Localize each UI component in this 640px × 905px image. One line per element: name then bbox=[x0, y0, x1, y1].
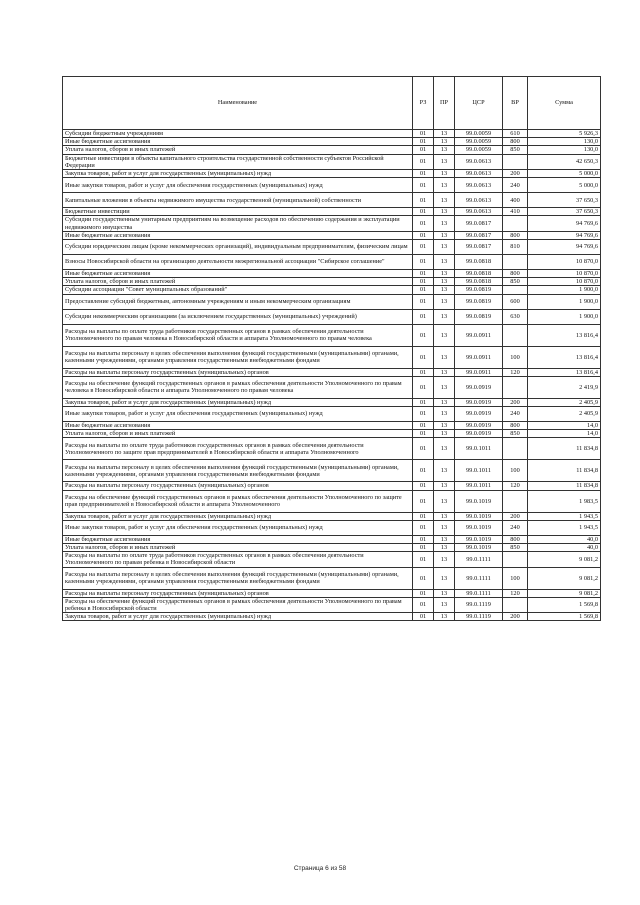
cell-rz: 01 bbox=[413, 216, 434, 231]
cell-sum: 1 900,0 bbox=[528, 286, 601, 294]
cell-name: Субсидии государственным унитарным предприятиям на возмещение расходов по обеспечению содержания и эксплуатации недвижимого имущества bbox=[63, 216, 413, 231]
cell-pr: 13 bbox=[434, 208, 455, 216]
cell-sum: 14,0 bbox=[528, 430, 601, 438]
cell-sum: 2 405,9 bbox=[528, 407, 601, 422]
cell-csr: 99.0.1011 bbox=[455, 460, 503, 482]
cell-rz: 01 bbox=[413, 270, 434, 278]
table-row bbox=[63, 309, 601, 324]
cell-rz: 01 bbox=[413, 376, 434, 398]
cell-rz: 01 bbox=[413, 430, 434, 438]
cell-csr: 99.0.0911 bbox=[455, 368, 503, 376]
cell-rz: 01 bbox=[413, 438, 434, 460]
cell-vr: 810 bbox=[503, 240, 528, 255]
cell-pr: 13 bbox=[434, 422, 455, 430]
cell-name: Взносы Новосибирской области на организацию деятельности межрегиональной ассоциации "Сибирское соглашение" bbox=[63, 255, 413, 270]
cell-sum: 11 834,8 bbox=[528, 460, 601, 482]
cell-csr: 99.0.1111 bbox=[455, 567, 503, 589]
cell-sum: 1 569,8 bbox=[528, 597, 601, 612]
cell-sum: 40,0 bbox=[528, 544, 601, 552]
cell-pr: 13 bbox=[434, 460, 455, 482]
cell-rz: 01 bbox=[413, 154, 434, 169]
cell-name: Расходы на выплаты по оплате труда работников государственных органов в рамках обеспечения деятельности Уполномоченного по защите прав предпринимателей в Новосибирской области и аппарата Уполномоченного bbox=[63, 438, 413, 460]
cell-sum: 9 081,2 bbox=[528, 567, 601, 589]
table-header-row bbox=[63, 77, 601, 130]
cell-vr: 100 bbox=[503, 567, 528, 589]
cell-pr: 13 bbox=[434, 544, 455, 552]
cell-pr: 13 bbox=[434, 597, 455, 612]
cell-rz: 01 bbox=[413, 130, 434, 138]
cell-csr: 99.0.0059 bbox=[455, 138, 503, 146]
cell-rz: 01 bbox=[413, 407, 434, 422]
cell-rz: 01 bbox=[413, 460, 434, 482]
cell-name: Предоставление субсидий бюджетным, автономным учреждениям и иным некоммерческим организациям bbox=[63, 294, 413, 309]
table-row bbox=[63, 552, 601, 567]
cell-pr: 13 bbox=[434, 240, 455, 255]
table-row bbox=[63, 138, 601, 146]
cell-rz: 01 bbox=[413, 346, 434, 368]
budget-table bbox=[62, 76, 601, 621]
cell-rz: 01 bbox=[413, 193, 434, 208]
cell-vr bbox=[503, 597, 528, 612]
cell-pr: 13 bbox=[434, 255, 455, 270]
table-row bbox=[63, 193, 601, 208]
cell-vr: 200 bbox=[503, 512, 528, 520]
cell-pr: 13 bbox=[434, 154, 455, 169]
cell-vr: 100 bbox=[503, 346, 528, 368]
cell-vr: 400 bbox=[503, 193, 528, 208]
cell-rz: 01 bbox=[413, 170, 434, 178]
cell-csr: 99.0.0613 bbox=[455, 208, 503, 216]
cell-name: Расходы на обеспечение функций государственных органов в рамках обеспечения деятельности Уполномоченного по правам человека в Новосибирской области и аппарата Уполномоченного по правам человека bbox=[63, 376, 413, 398]
cell-vr: 200 bbox=[503, 613, 528, 621]
cell-csr: 99.0.1111 bbox=[455, 552, 503, 567]
cell-name: Иные бюджетные ассигнования bbox=[63, 231, 413, 239]
cell-sum: 10 870,0 bbox=[528, 278, 601, 286]
cell-csr: 99.0.0919 bbox=[455, 376, 503, 398]
header-pr: ПР bbox=[434, 77, 455, 130]
table-row bbox=[63, 398, 601, 406]
cell-csr: 99.0.1019 bbox=[455, 535, 503, 543]
table-row bbox=[63, 490, 601, 512]
cell-name: Расходы на обеспечение функций государственных органов в рамках обеспечения деятельности Уполномоченного по правам ребенка в Новосибирской области bbox=[63, 597, 413, 612]
cell-pr: 13 bbox=[434, 278, 455, 286]
page-number: Страница 6 из 58 bbox=[293, 865, 347, 872]
cell-vr bbox=[503, 324, 528, 346]
cell-name: Уплата налогов, сборов и иных платежей bbox=[63, 544, 413, 552]
table-row bbox=[63, 597, 601, 612]
cell-name: Капитальные вложения в объекты недвижимого имущества государственной (муниципальной) собственности bbox=[63, 193, 413, 208]
cell-rz: 01 bbox=[413, 368, 434, 376]
cell-name: Расходы на выплаты персоналу в целях обеспечения выполнения функций государственными (муниципальными) органами, казенными учреждениями, органами управления государственными внебюджетными фондами bbox=[63, 567, 413, 589]
table-row bbox=[63, 255, 601, 270]
cell-pr: 13 bbox=[434, 567, 455, 589]
cell-vr: 850 bbox=[503, 146, 528, 154]
table-row bbox=[63, 170, 601, 178]
table-row bbox=[63, 589, 601, 597]
cell-name: Расходы на выплаты по оплате труда работников государственных органов в рамках обеспечения деятельности Уполномоченного по правам человека в Новосибирской области и аппарата Уполномоченного по правам человека bbox=[63, 324, 413, 346]
cell-csr: 99.0.1111 bbox=[455, 589, 503, 597]
cell-rz: 01 bbox=[413, 231, 434, 239]
cell-sum: 1 943,5 bbox=[528, 512, 601, 520]
cell-name: Расходы на выплаты персоналу в целях обеспечения выполнения функций государственными (муниципальными) органами, казенными учреждениями, органами управления государственными внебюджетными фондами bbox=[63, 460, 413, 482]
cell-vr: 600 bbox=[503, 294, 528, 309]
cell-csr: 99.0.0613 bbox=[455, 154, 503, 169]
table-row bbox=[63, 324, 601, 346]
table-row bbox=[63, 154, 601, 169]
cell-csr: 99.0.0919 bbox=[455, 407, 503, 422]
table-row bbox=[63, 346, 601, 368]
cell-csr: 99.0.0919 bbox=[455, 430, 503, 438]
cell-pr: 13 bbox=[434, 231, 455, 239]
cell-pr: 13 bbox=[434, 193, 455, 208]
cell-vr: 120 bbox=[503, 368, 528, 376]
cell-sum: 94 769,6 bbox=[528, 216, 601, 231]
cell-rz: 01 bbox=[413, 552, 434, 567]
cell-rz: 01 bbox=[413, 146, 434, 154]
cell-sum: 2 419,9 bbox=[528, 376, 601, 398]
cell-pr: 13 bbox=[434, 430, 455, 438]
table-row bbox=[63, 535, 601, 543]
cell-vr: 610 bbox=[503, 130, 528, 138]
cell-csr: 99.0.1011 bbox=[455, 438, 503, 460]
cell-rz: 01 bbox=[413, 309, 434, 324]
cell-csr: 99.0.0819 bbox=[455, 309, 503, 324]
cell-pr: 13 bbox=[434, 324, 455, 346]
table-row bbox=[63, 240, 601, 255]
cell-vr: 240 bbox=[503, 520, 528, 535]
cell-sum: 1 943,5 bbox=[528, 520, 601, 535]
cell-csr: 99.0.1011 bbox=[455, 482, 503, 490]
table-row bbox=[63, 613, 601, 621]
cell-name: Бюджетные инвестиции bbox=[63, 208, 413, 216]
cell-name: Уплата налогов, сборов и иных платежей bbox=[63, 278, 413, 286]
cell-name: Закупка товаров, работ и услуг для государственных (муниципальных) нужд bbox=[63, 398, 413, 406]
cell-sum: 1 900,0 bbox=[528, 294, 601, 309]
cell-vr: 850 bbox=[503, 278, 528, 286]
cell-sum: 13 816,4 bbox=[528, 368, 601, 376]
cell-pr: 13 bbox=[434, 613, 455, 621]
cell-rz: 01 bbox=[413, 544, 434, 552]
table-row bbox=[63, 286, 601, 294]
table-row bbox=[63, 544, 601, 552]
table-row bbox=[63, 368, 601, 376]
cell-vr bbox=[503, 255, 528, 270]
cell-name: Расходы на выплаты персоналу государственных (муниципальных) органов bbox=[63, 482, 413, 490]
cell-name: Бюджетные инвестиции в объекты капитального строительства государственной собственности субъектов Российской Федерации bbox=[63, 154, 413, 169]
cell-rz: 01 bbox=[413, 482, 434, 490]
cell-vr: 800 bbox=[503, 422, 528, 430]
table-row bbox=[63, 278, 601, 286]
cell-vr bbox=[503, 490, 528, 512]
cell-pr: 13 bbox=[434, 309, 455, 324]
table-row bbox=[63, 430, 601, 438]
cell-pr: 13 bbox=[434, 552, 455, 567]
cell-name: Закупка товаров, работ и услуг для государственных (муниципальных) нужд bbox=[63, 613, 413, 621]
cell-sum: 13 816,4 bbox=[528, 346, 601, 368]
cell-vr: 800 bbox=[503, 138, 528, 146]
cell-name: Расходы на выплаты персоналу государственных (муниципальных) органов bbox=[63, 368, 413, 376]
cell-name: Расходы на выплаты персоналу в целях обеспечения выполнения функций государственными (муниципальными) органами, казенными учреждениями, органами управления государственными внебюджетными фондами bbox=[63, 346, 413, 368]
cell-sum: 2 405,9 bbox=[528, 398, 601, 406]
table-row bbox=[63, 208, 601, 216]
table-row bbox=[63, 512, 601, 520]
cell-vr: 120 bbox=[503, 589, 528, 597]
cell-pr: 13 bbox=[434, 346, 455, 368]
cell-csr: 99.0.0817 bbox=[455, 231, 503, 239]
cell-csr: 99.0.0919 bbox=[455, 398, 503, 406]
cell-name: Закупка товаров, работ и услуг для государственных (муниципальных) нужд bbox=[63, 170, 413, 178]
cell-rz: 01 bbox=[413, 255, 434, 270]
cell-pr: 13 bbox=[434, 490, 455, 512]
cell-csr: 99.0.1119 bbox=[455, 597, 503, 612]
cell-name: Расходы на обеспечение функций государственных органов в рамках обеспечения деятельности Уполномоченного по защите прав предпринимателей в Новосибирской области и аппарата Уполномоченного bbox=[63, 490, 413, 512]
cell-rz: 01 bbox=[413, 512, 434, 520]
cell-csr: 99.0.1019 bbox=[455, 520, 503, 535]
table-row bbox=[63, 520, 601, 535]
cell-csr: 99.0.0819 bbox=[455, 286, 503, 294]
cell-csr: 99.0.0059 bbox=[455, 130, 503, 138]
cell-name: Иные бюджетные ассигнования bbox=[63, 535, 413, 543]
cell-vr: 800 bbox=[503, 270, 528, 278]
table-row bbox=[63, 567, 601, 589]
cell-pr: 13 bbox=[434, 270, 455, 278]
cell-pr: 13 bbox=[434, 216, 455, 231]
cell-vr: 200 bbox=[503, 398, 528, 406]
cell-rz: 01 bbox=[413, 613, 434, 621]
cell-vr: 120 bbox=[503, 482, 528, 490]
cell-sum: 130,0 bbox=[528, 146, 601, 154]
cell-name: Иные бюджетные ассигнования bbox=[63, 270, 413, 278]
cell-csr: 99.0.0613 bbox=[455, 170, 503, 178]
header-sum: Сумма bbox=[528, 77, 601, 130]
cell-name: Субсидии ассоциации "Совет муниципальных образований" bbox=[63, 286, 413, 294]
cell-sum: 94 769,6 bbox=[528, 231, 601, 239]
cell-csr: 99.0.0817 bbox=[455, 240, 503, 255]
table-row bbox=[63, 146, 601, 154]
cell-sum: 40,0 bbox=[528, 535, 601, 543]
cell-sum: 1 983,5 bbox=[528, 490, 601, 512]
cell-pr: 13 bbox=[434, 178, 455, 193]
cell-pr: 13 bbox=[434, 294, 455, 309]
cell-sum: 1 900,0 bbox=[528, 309, 601, 324]
cell-rz: 01 bbox=[413, 398, 434, 406]
cell-name: Иные бюджетные ассигнования bbox=[63, 422, 413, 430]
cell-sum: 14,0 bbox=[528, 422, 601, 430]
cell-csr: 99.0.0919 bbox=[455, 422, 503, 430]
cell-rz: 01 bbox=[413, 535, 434, 543]
cell-vr bbox=[503, 376, 528, 398]
table-row bbox=[63, 438, 601, 460]
header-csr: ЦСР bbox=[455, 77, 503, 130]
cell-csr: 99.0.0818 bbox=[455, 278, 503, 286]
cell-sum: 94 769,6 bbox=[528, 240, 601, 255]
cell-sum: 10 870,0 bbox=[528, 270, 601, 278]
cell-name: Иные закупки товаров, работ и услуг для обеспечения государственных (муниципальных) нужд bbox=[63, 178, 413, 193]
cell-vr: 800 bbox=[503, 535, 528, 543]
cell-name: Субсидии юридическим лицам (кроме некоммерческих организаций), индивидуальным предпринимателям, физическим лицам bbox=[63, 240, 413, 255]
cell-csr: 99.0.1019 bbox=[455, 490, 503, 512]
table-row bbox=[63, 482, 601, 490]
cell-sum: 42 650,3 bbox=[528, 154, 601, 169]
cell-pr: 13 bbox=[434, 535, 455, 543]
table-row bbox=[63, 407, 601, 422]
cell-csr: 99.0.0818 bbox=[455, 255, 503, 270]
table-body bbox=[63, 130, 601, 621]
cell-sum: 5 000,0 bbox=[528, 178, 601, 193]
cell-name: Субсидии некоммерческим организациям (за исключением государственных (муниципальных) учреждений) bbox=[63, 309, 413, 324]
cell-sum: 11 834,8 bbox=[528, 482, 601, 490]
cell-pr: 13 bbox=[434, 438, 455, 460]
cell-sum: 1 569,8 bbox=[528, 613, 601, 621]
table-row bbox=[63, 231, 601, 239]
cell-rz: 01 bbox=[413, 597, 434, 612]
cell-pr: 13 bbox=[434, 398, 455, 406]
cell-vr bbox=[503, 216, 528, 231]
cell-sum: 130,0 bbox=[528, 138, 601, 146]
header-rz: РЗ bbox=[413, 77, 434, 130]
table-row bbox=[63, 422, 601, 430]
cell-csr: 99.0.1119 bbox=[455, 613, 503, 621]
cell-rz: 01 bbox=[413, 324, 434, 346]
cell-name: Расходы на выплаты по оплате труда работников государственных органов в рамках обеспечения деятельности Уполномоченного по правам ребенка в Новосибирской области bbox=[63, 552, 413, 567]
cell-csr: 99.0.0911 bbox=[455, 324, 503, 346]
cell-rz: 01 bbox=[413, 208, 434, 216]
cell-name: Уплата налогов, сборов и иных платежей bbox=[63, 146, 413, 154]
cell-pr: 13 bbox=[434, 286, 455, 294]
cell-rz: 01 bbox=[413, 422, 434, 430]
cell-rz: 01 bbox=[413, 567, 434, 589]
cell-sum: 9 081,2 bbox=[528, 552, 601, 567]
cell-pr: 13 bbox=[434, 368, 455, 376]
cell-pr: 13 bbox=[434, 376, 455, 398]
cell-rz: 01 bbox=[413, 178, 434, 193]
cell-pr: 13 bbox=[434, 520, 455, 535]
table-row bbox=[63, 294, 601, 309]
table-row bbox=[63, 178, 601, 193]
cell-sum: 37 650,3 bbox=[528, 208, 601, 216]
cell-name: Закупка товаров, работ и услуг для государственных (муниципальных) нужд bbox=[63, 512, 413, 520]
cell-pr: 13 bbox=[434, 482, 455, 490]
cell-rz: 01 bbox=[413, 520, 434, 535]
cell-vr bbox=[503, 438, 528, 460]
cell-csr: 99.0.0613 bbox=[455, 178, 503, 193]
cell-vr bbox=[503, 286, 528, 294]
cell-csr: 99.0.0819 bbox=[455, 294, 503, 309]
cell-csr: 99.0.1019 bbox=[455, 512, 503, 520]
cell-pr: 13 bbox=[434, 138, 455, 146]
cell-rz: 01 bbox=[413, 286, 434, 294]
cell-csr: 99.0.0818 bbox=[455, 270, 503, 278]
table-row bbox=[63, 376, 601, 398]
cell-name: Иные закупки товаров, работ и услуг для обеспечения государственных (муниципальных) нужд bbox=[63, 407, 413, 422]
cell-name: Иные закупки товаров, работ и услуг для обеспечения государственных (муниципальных) нужд bbox=[63, 520, 413, 535]
cell-vr: 800 bbox=[503, 231, 528, 239]
cell-vr: 100 bbox=[503, 460, 528, 482]
cell-pr: 13 bbox=[434, 146, 455, 154]
header-name: Наименование bbox=[63, 77, 413, 130]
cell-pr: 13 bbox=[434, 130, 455, 138]
cell-vr: 200 bbox=[503, 170, 528, 178]
cell-rz: 01 bbox=[413, 138, 434, 146]
cell-pr: 13 bbox=[434, 512, 455, 520]
cell-vr: 240 bbox=[503, 178, 528, 193]
cell-csr: 99.0.0817 bbox=[455, 216, 503, 231]
cell-csr: 99.0.1019 bbox=[455, 544, 503, 552]
cell-pr: 13 bbox=[434, 589, 455, 597]
cell-pr: 13 bbox=[434, 407, 455, 422]
header-vr: ВР bbox=[503, 77, 528, 130]
cell-name: Уплата налогов, сборов и иных платежей bbox=[63, 430, 413, 438]
table-row bbox=[63, 216, 601, 231]
table-row bbox=[63, 460, 601, 482]
cell-vr: 410 bbox=[503, 208, 528, 216]
cell-rz: 01 bbox=[413, 589, 434, 597]
cell-csr: 99.0.0059 bbox=[455, 146, 503, 154]
cell-rz: 01 bbox=[413, 490, 434, 512]
cell-sum: 11 834,8 bbox=[528, 438, 601, 460]
cell-csr: 99.0.0613 bbox=[455, 193, 503, 208]
cell-vr: 240 bbox=[503, 407, 528, 422]
cell-name: Иные бюджетные ассигнования bbox=[63, 138, 413, 146]
table-row bbox=[63, 270, 601, 278]
cell-sum: 13 816,4 bbox=[528, 324, 601, 346]
cell-rz: 01 bbox=[413, 240, 434, 255]
cell-rz: 01 bbox=[413, 294, 434, 309]
cell-rz: 01 bbox=[413, 278, 434, 286]
cell-sum: 5 926,3 bbox=[528, 130, 601, 138]
cell-sum: 10 870,0 bbox=[528, 255, 601, 270]
cell-vr: 850 bbox=[503, 544, 528, 552]
cell-sum: 37 650,3 bbox=[528, 193, 601, 208]
cell-csr: 99.0.0911 bbox=[455, 346, 503, 368]
cell-vr: 850 bbox=[503, 430, 528, 438]
cell-pr: 13 bbox=[434, 170, 455, 178]
table-row bbox=[63, 130, 601, 138]
cell-sum: 5 000,0 bbox=[528, 170, 601, 178]
cell-vr bbox=[503, 154, 528, 169]
cell-name: Субсидии бюджетным учреждениям bbox=[63, 130, 413, 138]
cell-name: Расходы на выплаты персоналу государственных (муниципальных) органов bbox=[63, 589, 413, 597]
cell-vr: 630 bbox=[503, 309, 528, 324]
cell-sum: 9 081,2 bbox=[528, 589, 601, 597]
cell-vr bbox=[503, 552, 528, 567]
